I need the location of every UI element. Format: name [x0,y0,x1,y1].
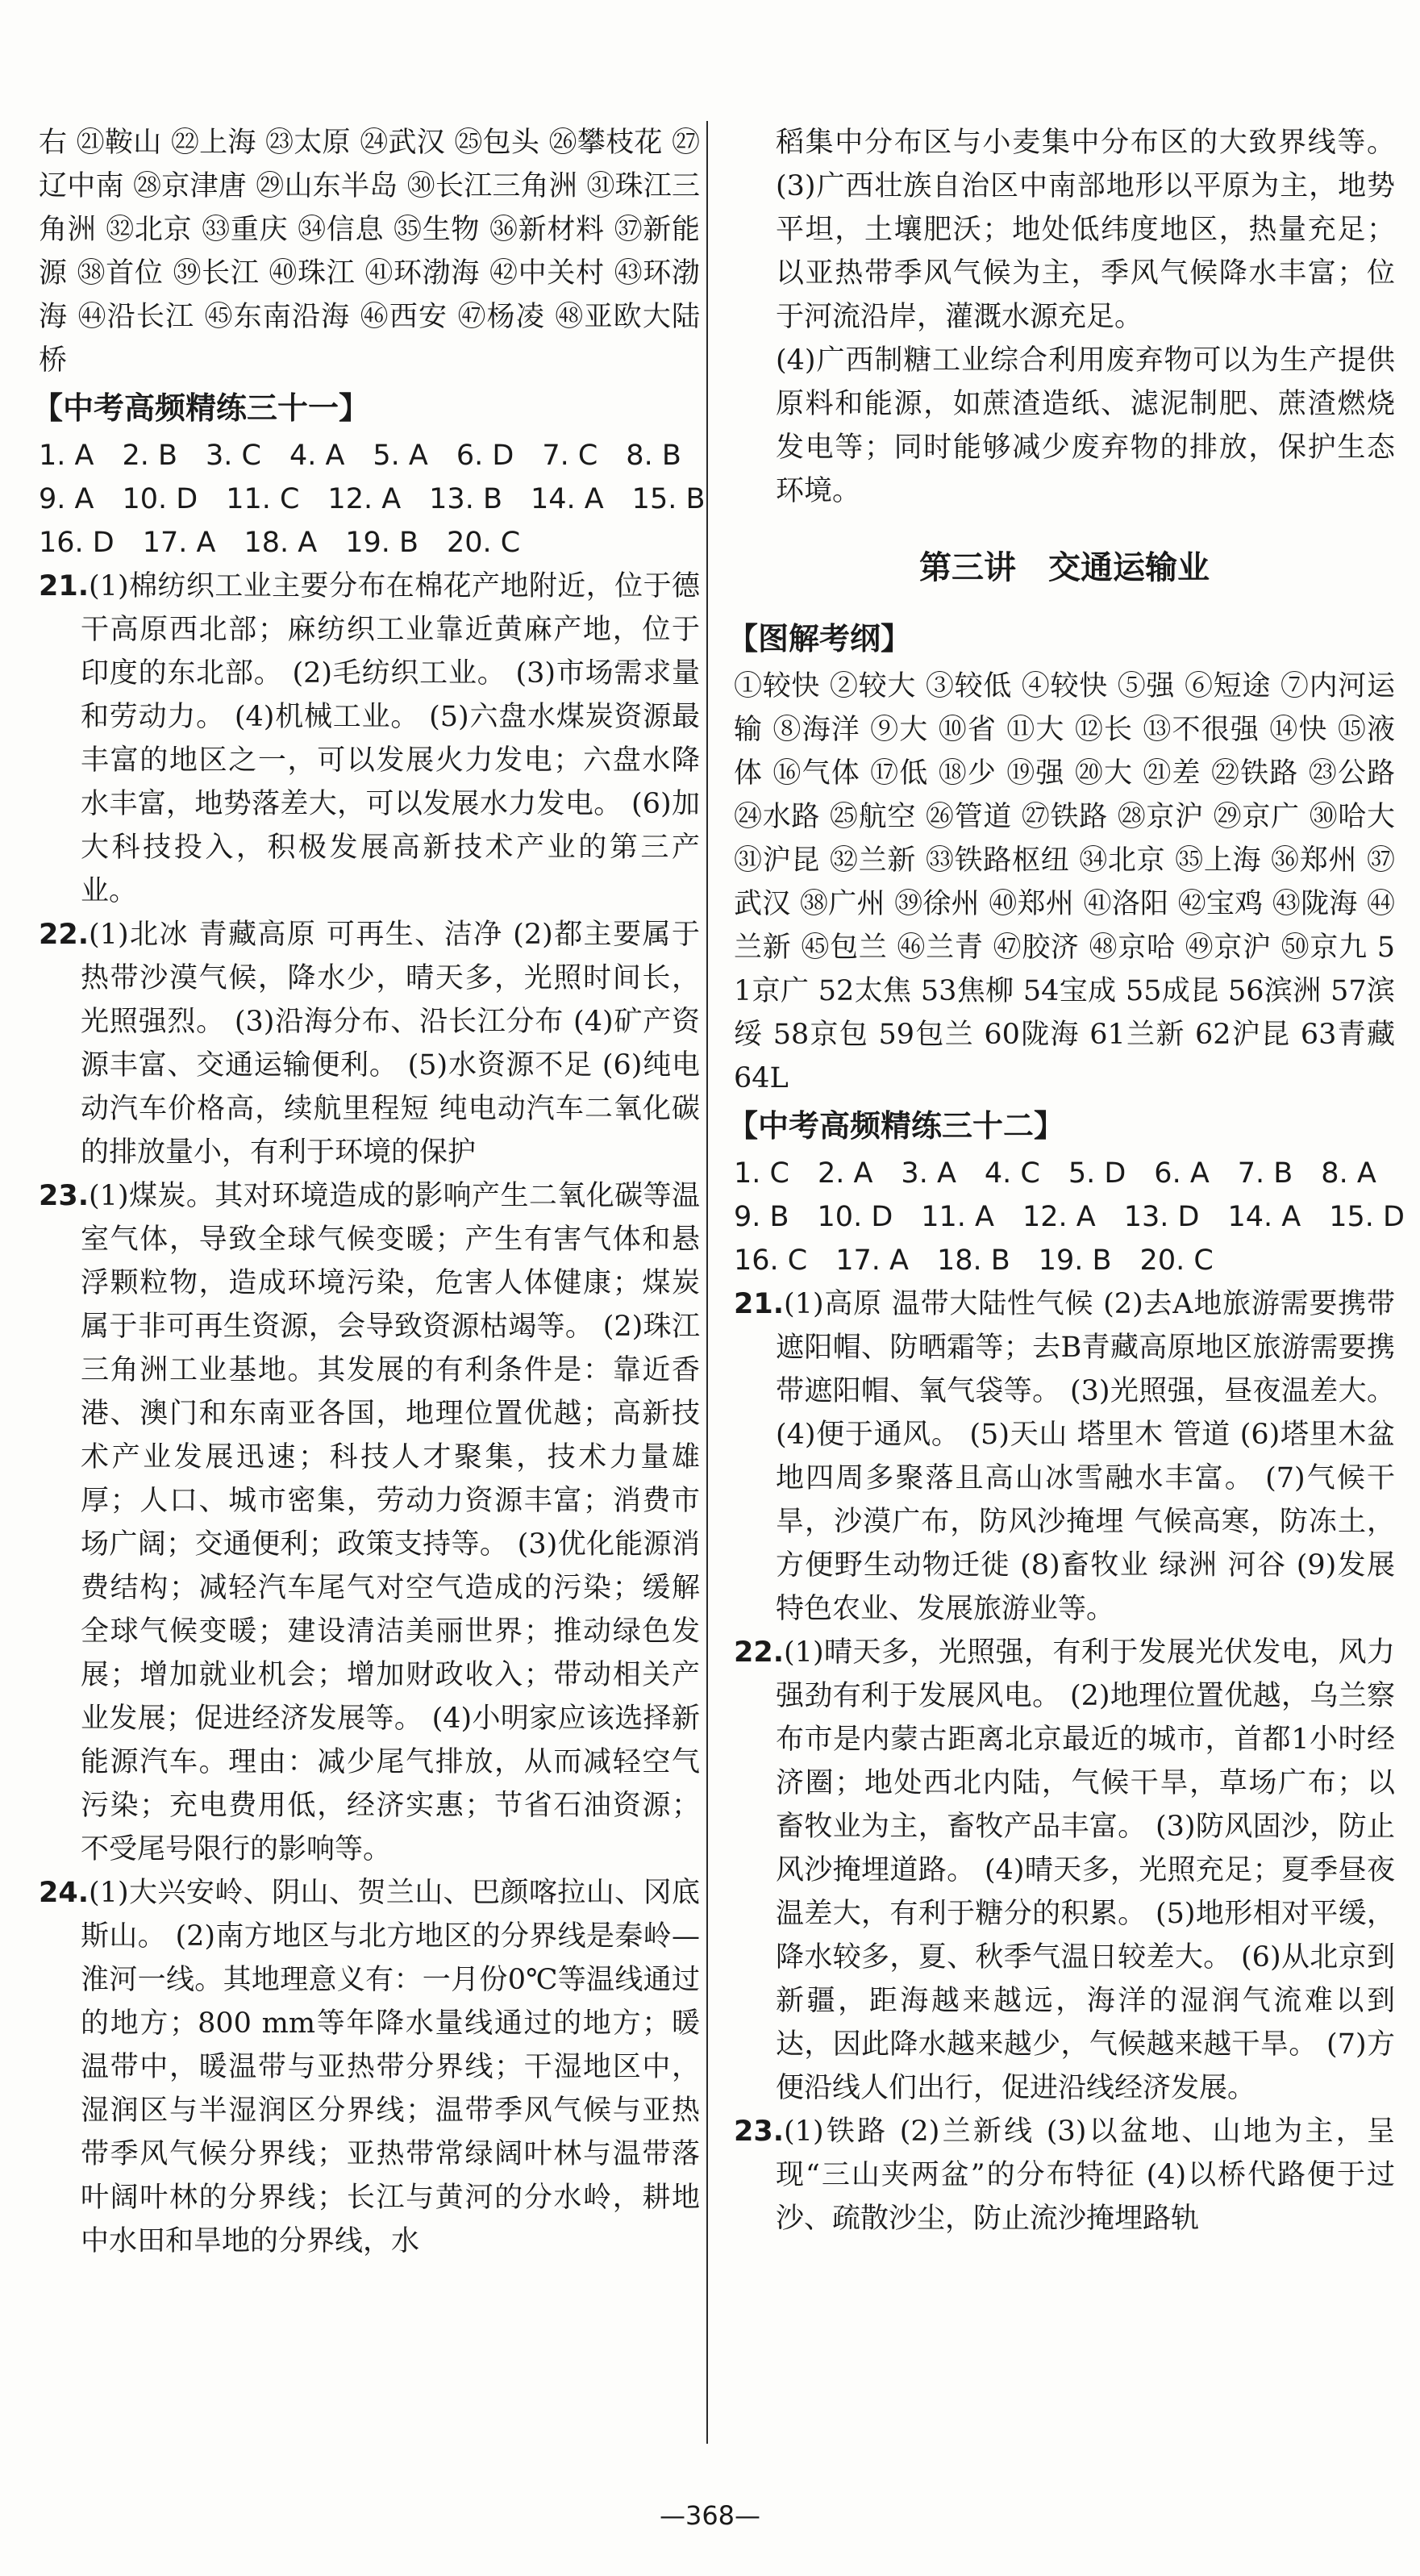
answer-text: (1)高原 温带大陆性气候 (2)去A地旅游需要携带遮阳帽、防晒霜等；去B青藏高原地区旅游需要携带遮阳帽、氧气袋等。 (3)光照强，昼夜温差大。 (4)便于通风。 (5)天山 塔里木 管道 (6)塔里木盆地四周多聚落且高山冰雪融水丰富。 (7)气候干旱，沙漠广布，防风沙掩埋 气候高寒，防冻土，方便野生动物迁徙 (8)畜牧业 绿洲 河谷 (9)发展特色农业、发展旅游业等。 [776,1288,1395,1625]
lecture-title: 第三讲 交通运输业 [919,549,1210,586]
continued-answer-part-4: (4)广西制糖工业综合利用废弃物可以为生产提供原料和能源，如蔗渣造纸、滤泥制肥、蔗渣燃烧发电等；同时能够减少废弃物的排放，保护生态环境。 [776,344,1395,507]
mc-line: 1. A 2. B 3. C 4. A 5. A 6. D 7. C 8. B [39,440,681,472]
question-24-answer [39,1871,700,2263]
question-22-answer [734,1631,1395,2110]
answer-text: (1)晴天多，光照强，有利于发展光伏发电，风力强劲有利于发展风电。 (2)地理位置优越，乌兰察布市是内蒙古距离北京最近的城市，首都1小时经济圈；地处西北内陆，气候干旱，草场广布；以畜牧业为主，畜牧产品丰富。 (3)防风固沙，防止风沙掩埋道路。 (4)晴天多，光照充足；夏季昼夜温差大，有利于糖分的积累。 (5)地形相对平缓，降水较多，夏、秋季气温日较差大。 (6)从北京到新疆，距海越来越远，海洋的湿润气流难以到达，因此降水越来越少，气候越来越干旱。 (7)方便沿线人们出行，促进沿线经济发展。 [776,1636,1395,2104]
question-number: 23. [734,2115,785,2148]
left-column [32,121,706,2263]
answer-text: (1)棉纺织工业主要分布在棉花产地附近，位于德干高原西北部；麻纺织工业靠近黄麻产地，位于印度的东北部。 (2)毛纺织工业。 (3)市场需求量和劳动力。 (4)机械工业。 (5)六盘水煤炭资源最丰富的地区之一，可以发展火力发电；六盘水降水丰富，地势落差大，可以发展水力发电。 (6)加大科技投入，积极发展高新技术产业的第三产业。 [81,570,700,907]
continued-answer: 稻集中分布区与小麦集中分布区的大致界线等。 (3)广西壮族自治区中南部地形以平原为主，地势平坦，土壤肥沃；地处低纬度地区，热量充足；以亚热带季风气候为主，季风气候降水丰富；位于河流沿岸，灌溉水源充足。 [776,127,1395,333]
column-divider [706,121,708,2444]
answer-text: (1)大兴安岭、阴山、贺兰山、巴颜喀拉山、冈底斯山。 (2)南方地区与北方地区的分界线是秦岭—淮河一线。其地理意义有：一月份0℃等温线通过的地方；800 mm等年降水量线通过的地方；暖温带中，暖温带与亚热带分界线；干湿地区中，湿润区与半湿润区分界线；温带季风气候与亚热带季风气候分界线；亚热带常绿阔叶林与温带落叶阔叶林的分界线；长江与黄河的分水岭，耕地中水田和旱地的分界线，水 [81,1877,700,2257]
question-23-answer [734,2110,1395,2240]
mc-line: 1. C 2. A 3. A 4. C 5. D 6. A 7. B 8. A [734,1157,1376,1190]
answer-text: (1)北冰 青藏高原 可再生、洁净 (2)都主要属于热带沙漠气候，降水少，晴天多，光照时间长，光照强烈。 (3)沿海分布、沿长江分布 (4)矿产资源丰富、交通运输便利。 (5)水资源不足 (6)纯电动汽车价格高，续航里程短 纯电动汽车二氧化碳的排放量小，有利于环境的保护 [81,919,700,1169]
answer-text: (1)铁路 (2)兰新线 (3)以盆地、山地为主，呈现“三山夹两盆”的分布特征 (4)以桥代路便于过沙、疏散沙尘，防止流沙掩埋路轨 [776,2115,1395,2235]
intro-answers: 右 ㉑鞍山 ㉒上海 ㉓太原 ㉔武汉 ㉕包头 ㉖攀枝花 ㉗辽中南 ㉘京津唐 ㉙山东半岛 ㉚长江三角洲 ㉛珠江三角洲 ㉜北京 ㉝重庆 ㉞信息 ㉟生物 ㊱新材料 ㊲新能源 ㊳首位 ㊴长江 ㊵珠江 ㊶环渤海 ㊷中关村 ㊸环渤海 ㊹沿长江 ㊺东南沿海 ㊻西安 ㊼杨凌 ㊽亚欧大陆桥 [39,127,700,377]
mc-answers-31 [39,434,706,565]
question-number: 22. [39,919,90,951]
outline-heading: 【图解考纲】 [727,621,912,657]
mc-line: 16. D 17. A 18. A 19. B 20. C [39,527,521,559]
section-31-heading: 【中考高频精练三十一】 [32,390,370,426]
question-number: 24. [39,1877,90,1909]
question-23-answer [39,1174,700,1871]
question-number: 21. [39,570,90,602]
question-number: 21. [734,1288,785,1320]
page-number: —368— [659,2500,761,2531]
mc-answers-32 [734,1152,1405,1282]
mc-line: 9. A 10. D 11. C 12. A 13. B 14. A 15. B [39,483,706,515]
question-22-answer [39,913,700,1174]
mc-line: 9. B 10. D 11. A 12. A 13. D 14. A 15. D [734,1201,1405,1233]
question-21-answer [734,1282,1395,1631]
question-21-answer [39,565,700,913]
answer-text: (1)煤炭。其对环境造成的影响产生二氧化碳等温室气体，导致全球气候变暖；产生有害气体和悬浮颗粒物，造成环境污染，危害人体健康；煤炭属于非可再生资源，会导致资源枯竭等。 (2)珠江三角洲工业基地。其发展的有利条件是：靠近香港、澳门和东南亚各国，地理位置优越；高新技术产业发展迅速；科技人才聚集，技术力量雄厚；人口、城市密集，劳动力资源丰富；消费市场广阔；交通便利；政策支持等。 (3)优化能源消费结构；减轻汽车尾气对空气造成的污染；缓解全球气候变暖；建设清洁美丽世界；推动绿色发展；增加就业机会；增加财政收入；带动相关产业发展；促进经济发展等。 (4)小明家应该选择新能源汽车。理由：减少尾气排放，从而减轻空气污染；充电费用低，经济实惠；节省石油资源；不受尾号限行的影响等。 [81,1180,700,1865]
question-number: 22. [734,1636,785,1669]
outline-answers: ①较快 ②较大 ③较低 ④较快 ⑤强 ⑥短途 ⑦内河运输 ⑧海洋 ⑨大 ⑩省 ⑪大 ⑫长 ⑬不很强 ⑭快 ⑮液体 ⑯气体 ⑰低 ⑱少 ⑲强 ⑳大 ㉑差 ㉒铁路 ㉓公路 ㉔水路 ㉕航空 ㉖管道 ㉗铁路 ㉘京沪 ㉙京广 ㉚哈大 ㉛沪昆 ㉜兰新 ㉝铁路枢纽 ㉞北京 ㉟上海 ㊱郑州 ㊲武汉 ㊳广州 ㊴徐州 ㊵郑州 ㊶洛阳 ㊷宝鸡 ㊸陇海 ㊹兰新 ㊺包兰 ㊻兰青 ㊼胶济 ㊽京哈 ㊾京沪 ㊿京九 51京广 52太焦 53焦柳 54宝成 55成昆 56滨洲 57滨绥 58京包 59包兰 60陇海 61兰新 62沪昆 63青藏 64L [734,670,1395,1094]
right-column [727,121,1405,2240]
mc-line: 16. C 17. A 18. B 19. B 20. C [734,1244,1214,1277]
section-32-heading: 【中考高频精练三十二】 [727,1108,1065,1144]
question-number: 23. [39,1180,90,1212]
